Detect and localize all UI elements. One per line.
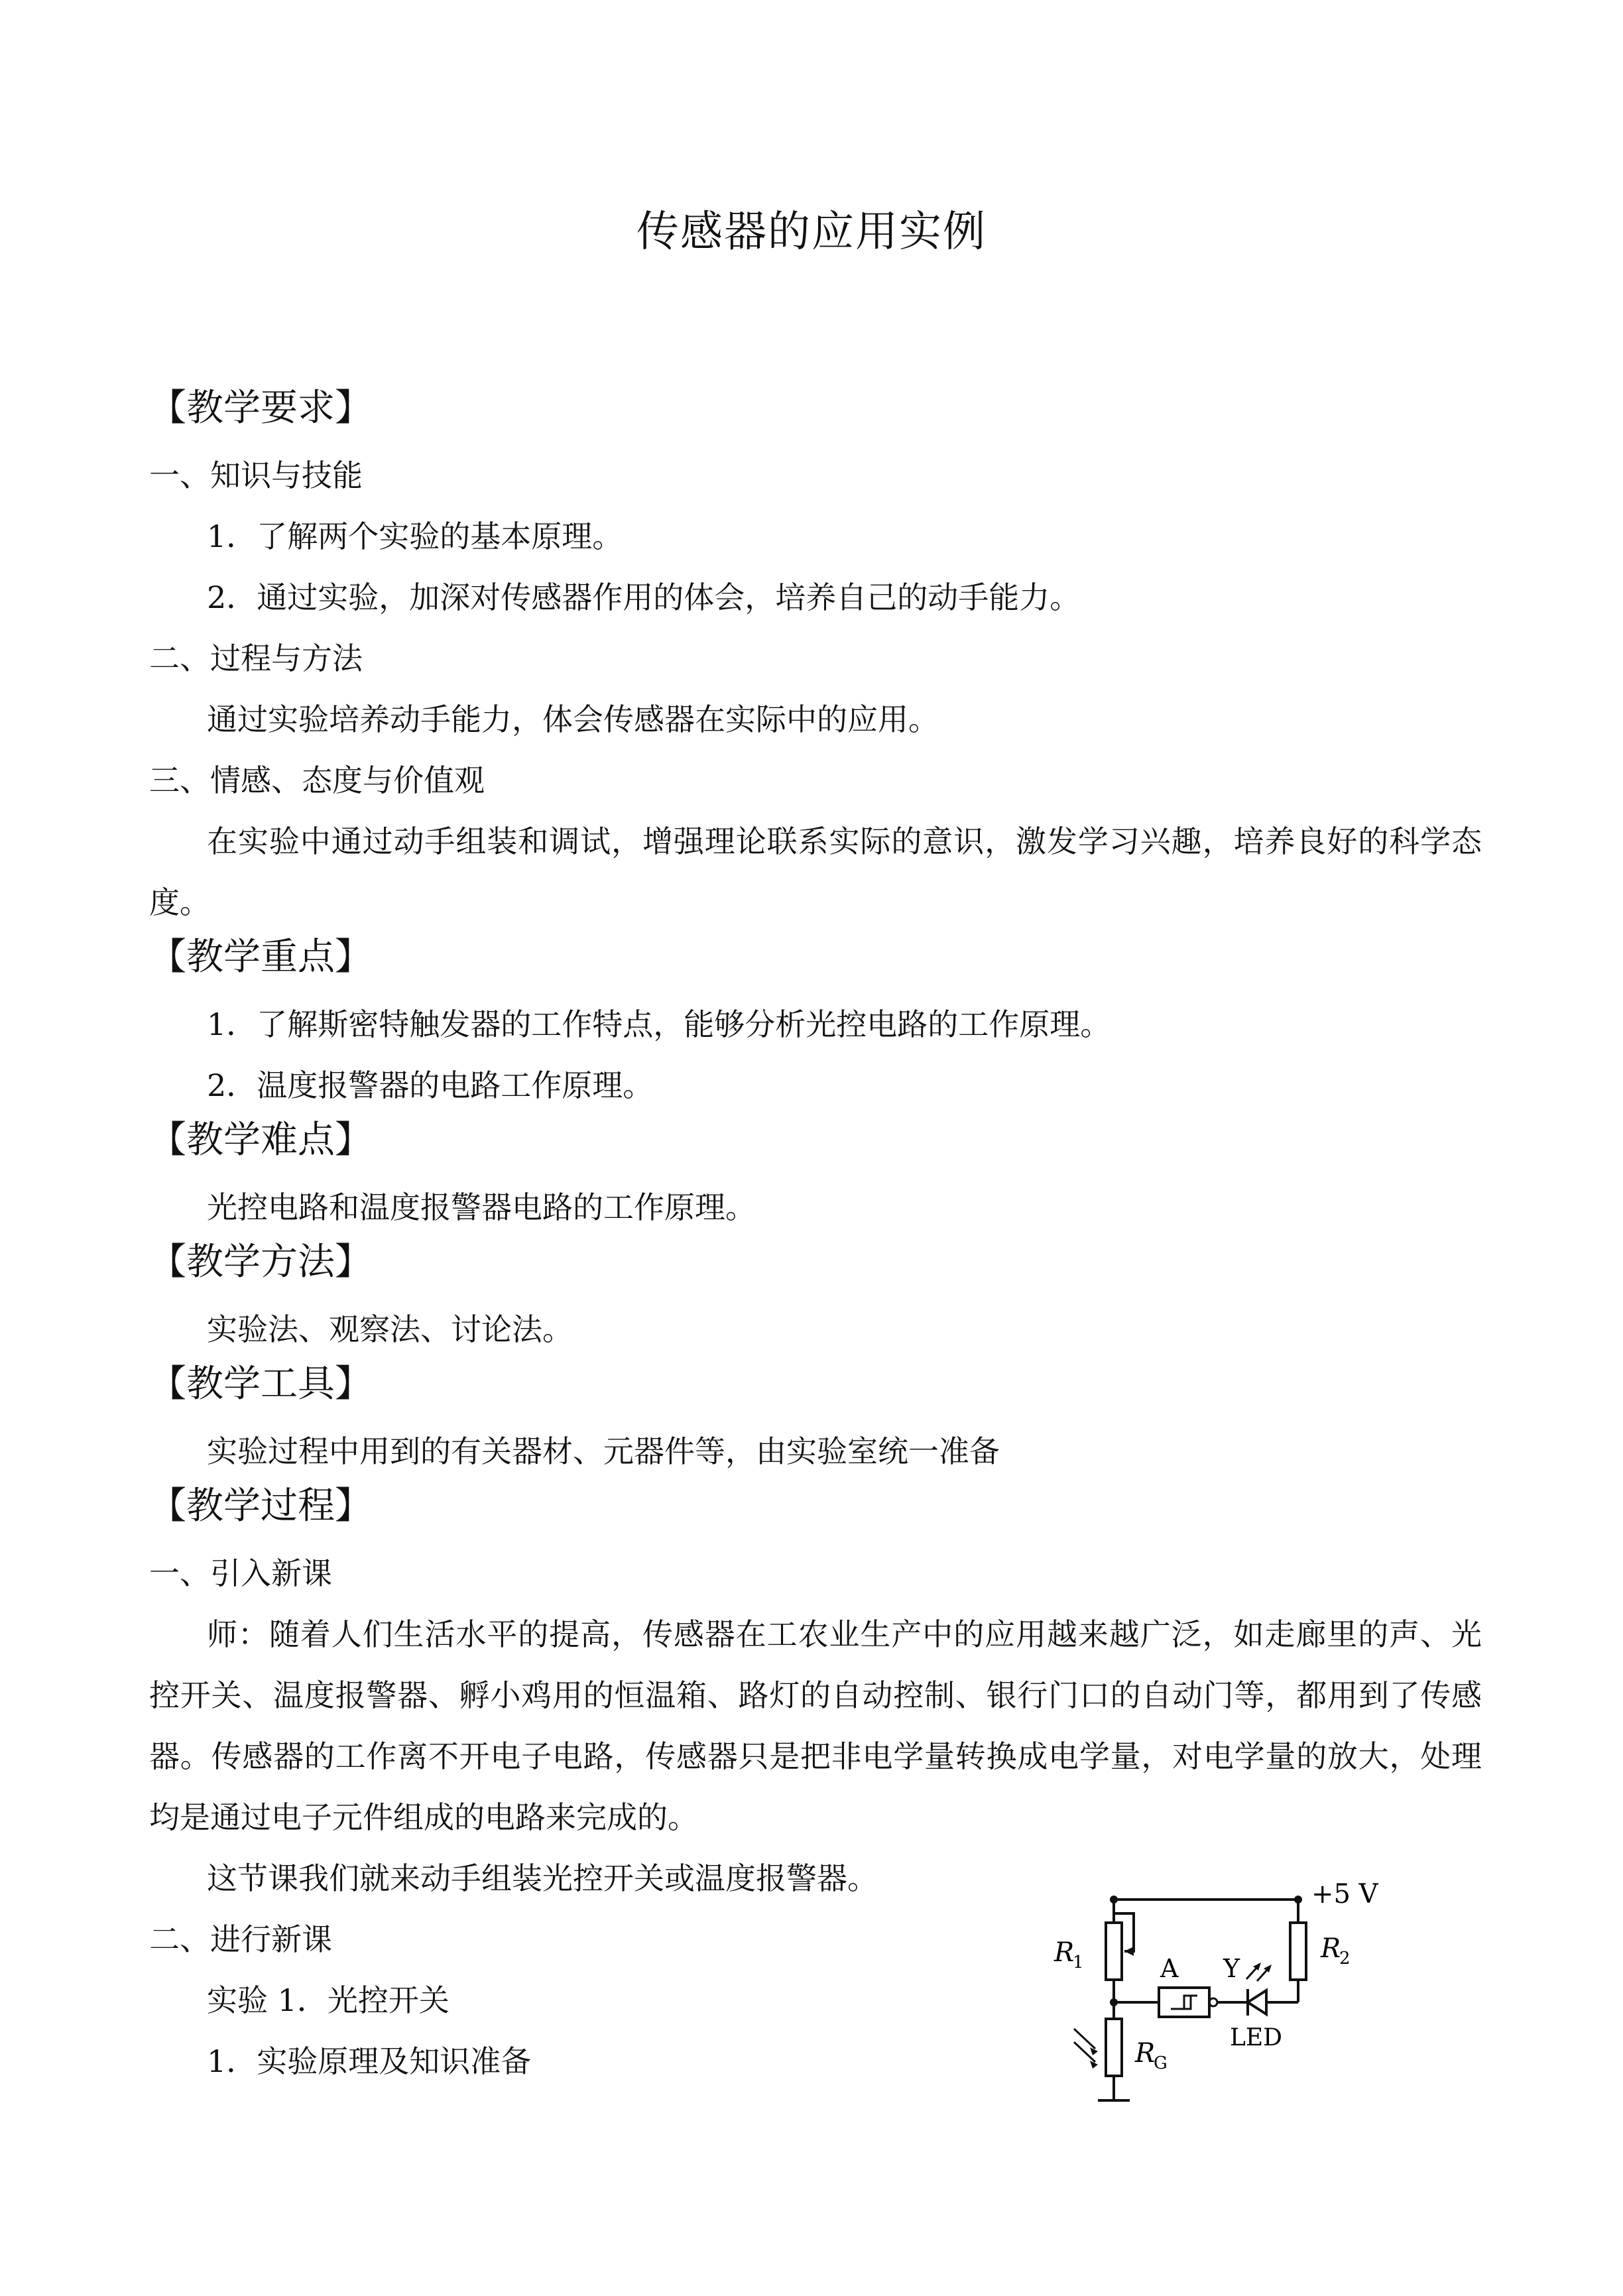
paragraph: 实验过程中用到的有关器材、元器件等，由实验室统一准备 [207, 1433, 1000, 1469]
list-item: 2．温度报警器的电路工作原理。 [207, 1067, 654, 1103]
paragraph: 通过实验培养动手能力，体会传感器在实际中的应用。 [207, 701, 939, 737]
a-label: A [1160, 1954, 1179, 1983]
heading-requirements: 【教学要求】 [149, 387, 372, 430]
list-item: 1．实验原理及知识准备 [207, 2043, 532, 2079]
list-item: 1．了解斯密特触发器的工作特点，能够分析光控电路的工作原理。 [207, 1006, 1111, 1042]
section-process-method: 二、过程与方法 [149, 640, 363, 676]
list-item: 2．通过实验，加深对传感器作用的体会，培养自己的动手能力。 [207, 579, 1081, 615]
rg-label: R [1135, 2038, 1156, 2069]
paragraph: 在实验中通过动手组装和调试，增强理论联系实际的意识，激发学习兴趣，培养良好的科学态度。 [149, 823, 1482, 920]
section-new-lesson: 二、进行新课 [149, 1921, 332, 1957]
led-label: LED [1230, 2024, 1283, 2051]
r1-subscript: 1 [1073, 1953, 1084, 1972]
heading-teaching-method: 【教学方法】 [149, 1240, 372, 1284]
heading-difficult-points: 【教学难点】 [149, 1118, 372, 1162]
section-knowledge-skills: 一、知识与技能 [149, 457, 363, 493]
rg-photoresistor [1106, 2019, 1122, 2076]
y-label: Y [1223, 1954, 1240, 1983]
heading-teaching-tools: 【教学工具】 [149, 1362, 372, 1406]
list-item: 1．了解两个实验的基本原理。 [207, 518, 623, 554]
paragraph: 实验法、观察法、讨论法。 [207, 1311, 573, 1347]
paragraph: 师：随着人们生活水平的提高，传感器在工农业生产中的应用越来越广泛，如走廊里的声、光控开关、温度报警器、孵小鸡用的恒温箱、路灯的自动控制、银行门口的自动门等，都用到了传感器。传感器的工作离不开电子电路，传感器只是把非电学量转换成电学量，对电学量的放大，处理均是通过电子元件组成的电路来完成的。 [149, 1616, 1482, 1835]
r1-label: R [1054, 1937, 1075, 1968]
supply-voltage-label: +5 V [1311, 1879, 1378, 1909]
light-control-circuit-diagram [1034, 1876, 1406, 2122]
paragraph: 光控电路和温度报警器电路的工作原理。 [207, 1189, 756, 1225]
page-title: 传感器的应用实例 [636, 208, 987, 257]
rg-subscript: G [1154, 2053, 1168, 2073]
r1-resistor [1106, 1923, 1122, 1980]
r2-subscript: 2 [1339, 1949, 1351, 1968]
heading-key-points: 【教学重点】 [149, 936, 372, 979]
section-emotion-attitude: 三、情感、态度与价值观 [149, 762, 485, 798]
r2-label: R [1321, 1933, 1341, 1964]
paragraph: 这节课我们就来动手组装光控开关或温度报警器。 [207, 1860, 878, 1896]
r2-resistor [1290, 1923, 1306, 1980]
section-introduction: 一、引入新课 [149, 1555, 332, 1591]
heading-teaching-process: 【教学过程】 [149, 1484, 372, 1528]
experiment-title: 实验 1．光控开关 [207, 1982, 450, 2018]
